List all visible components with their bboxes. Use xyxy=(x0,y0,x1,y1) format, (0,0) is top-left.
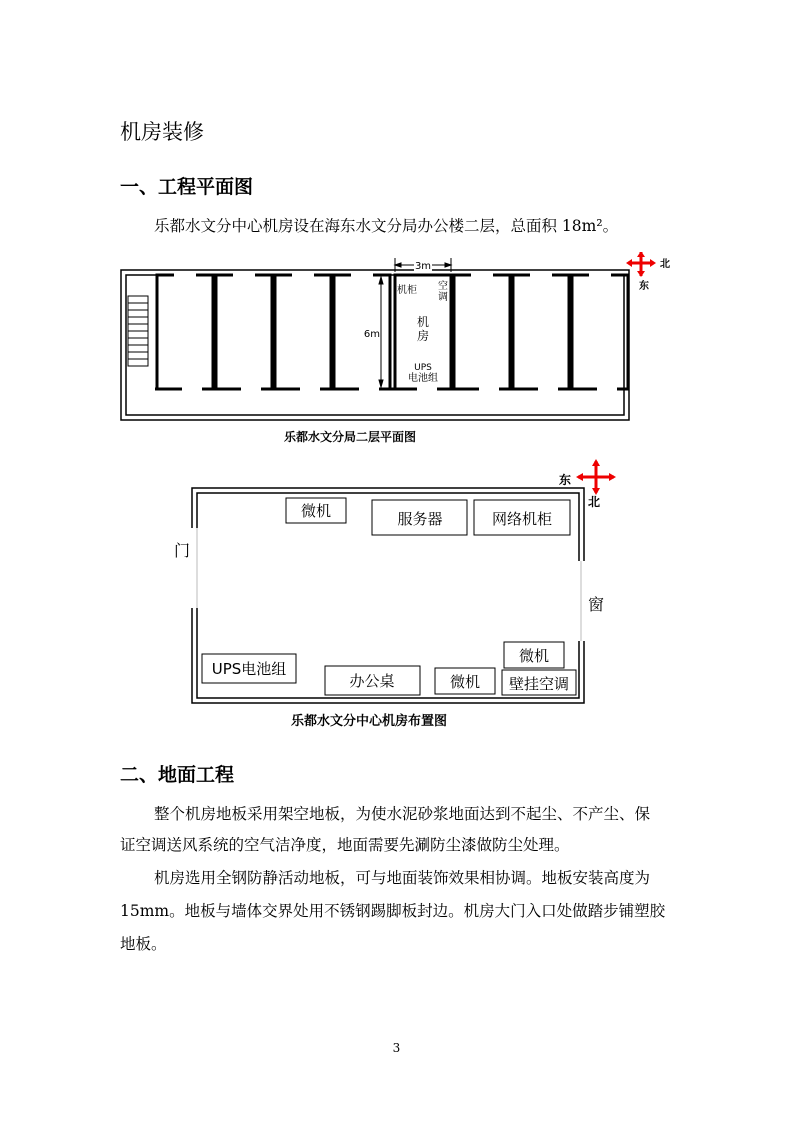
compass-north: 北 xyxy=(660,259,670,270)
pc-3-label: 微机 xyxy=(518,647,550,665)
ac-label: 壁挂空调 xyxy=(508,675,570,693)
server-label: 服务器 xyxy=(397,510,443,528)
room-7 xyxy=(513,275,569,389)
label-ac-1: 空 xyxy=(438,281,448,292)
building-outer-wall xyxy=(121,270,629,420)
label-ups: UPS xyxy=(414,363,432,373)
section2-p2-line2: 15mm。地板与墙体交界处用不锈钢踢脚板封边。机房大门入口处做踏步铺塑胶 xyxy=(120,902,666,920)
floorplan-caption: 乐都水文分局二层平面图 xyxy=(284,430,417,444)
section2-p2-line3: 地板。 xyxy=(120,935,167,953)
section1-heading: 一、工程平面图 xyxy=(120,176,254,198)
pc-2-label: 微机 xyxy=(449,673,481,691)
room-1 xyxy=(157,275,213,389)
room-4 xyxy=(334,275,390,389)
label-room-1: 机 xyxy=(417,315,430,329)
label-ac-2: 调 xyxy=(438,292,448,303)
room-6 xyxy=(454,275,510,389)
section1-intro: 乐都水文分中心机房设在海东水文分局办公楼二层，总面积 18m²。 xyxy=(154,217,619,235)
page-number: 3 xyxy=(392,1041,401,1055)
ups-label: UPS电池组 xyxy=(211,660,287,678)
compass-east: 东 xyxy=(559,473,572,487)
section2-p1-line2: 证空调送风系统的空气洁净度，地面需要先涮防尘漆做防尘处理。 xyxy=(120,836,570,854)
window-label: 窗 xyxy=(588,595,605,614)
network-cabinet-label: 网络机柜 xyxy=(491,510,553,528)
section2-p1-line1: 整个机房地板采用架空地板，为使水泥砂浆地面达到不起尘、不产尘、保 xyxy=(154,805,651,823)
compass-north: 北 xyxy=(588,495,601,509)
door-label: 门 xyxy=(174,541,191,560)
room-3 xyxy=(275,275,331,389)
room-2 xyxy=(216,275,272,389)
dim-height-label: 6m xyxy=(363,329,380,340)
compass-icon xyxy=(576,459,616,495)
room-layout-diagram xyxy=(160,458,630,718)
door-gap xyxy=(190,528,200,608)
pc-1-label: 微机 xyxy=(300,502,332,520)
label-cabinet: 机柜 xyxy=(397,285,417,296)
floorplan-diagram xyxy=(118,252,678,442)
section2-heading: 二、地面工程 xyxy=(120,764,235,786)
label-room-2: 房 xyxy=(417,329,430,343)
compass-icon xyxy=(626,252,656,277)
rooms xyxy=(157,275,628,389)
page-title: 机房装修 xyxy=(120,120,204,144)
room-layout-caption: 乐都水文分中心机房布置图 xyxy=(291,714,448,729)
stairs xyxy=(128,296,148,366)
building-inner-wall xyxy=(126,275,624,415)
dim-width-label: 3m xyxy=(414,261,432,272)
desk-label: 办公桌 xyxy=(349,672,395,690)
compass-east: 东 xyxy=(639,281,649,292)
label-battery: 电池组 xyxy=(408,373,438,384)
section2-p2-line1: 机房选用全钢防静活动地板，可与地面装饰效果相协调。地板安装高度为 xyxy=(154,869,651,887)
room-8 xyxy=(572,275,628,389)
